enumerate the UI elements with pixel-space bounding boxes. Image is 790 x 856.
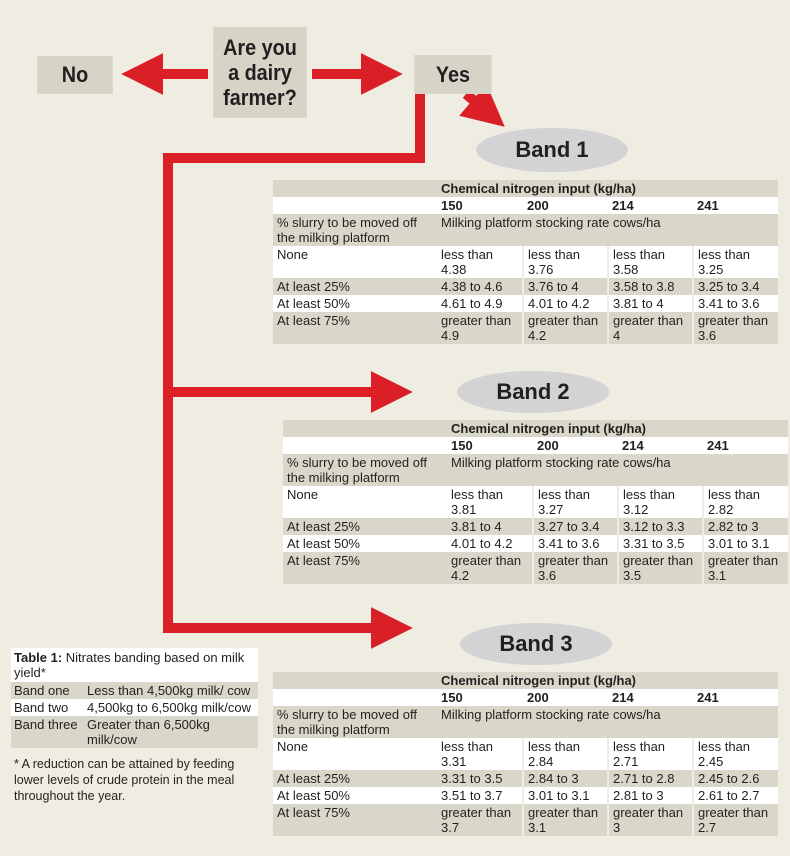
table-1-footnote: * A reduction can be attained by feeding lower levels of crude protein in the meal throughout the year.: [14, 757, 235, 803]
table-cell: 3.12 to 3.3: [618, 518, 703, 535]
table-1-band: Band two: [11, 699, 84, 716]
table-cell: greater than 3.6: [693, 312, 778, 344]
row-label: At least 50%: [273, 787, 437, 804]
table-row: [283, 552, 788, 584]
table-1-milk-yield: [11, 648, 258, 804]
band-columns-row: [273, 197, 778, 214]
table-row: [283, 535, 788, 552]
table-1-title-bold: Table 1:: [14, 650, 63, 665]
table-cell: greater than 2.7: [693, 804, 778, 836]
table-cell: 3.76 to 4: [523, 278, 608, 295]
table-cell: less than 3.25: [693, 246, 778, 278]
question-line-3: farmer?: [223, 85, 297, 110]
row-label: At least 75%: [273, 312, 437, 344]
question-line-2: a dairy: [228, 60, 292, 85]
band-subheader-row: [273, 214, 778, 246]
band-3-table: [273, 672, 778, 836]
band-header-row: [273, 180, 778, 197]
column-label-241: 241: [693, 197, 778, 214]
row-label: At least 25%: [273, 770, 437, 787]
row-label: None: [283, 486, 447, 518]
columns-spacer: [283, 437, 447, 454]
row-label: At least 50%: [273, 295, 437, 312]
table-cell: greater than 3.1: [703, 552, 788, 584]
column-label-200: 200: [523, 197, 608, 214]
table-row: [283, 486, 788, 518]
arrow-to-band-1: [466, 94, 492, 116]
band-subheader-row: [283, 454, 788, 486]
table-1-row: [11, 699, 258, 716]
slurry-label: % slurry to be moved off the milking platform: [283, 454, 447, 486]
table-cell: 3.31 to 3.5: [618, 535, 703, 552]
table-cell: 3.41 to 3.6: [693, 295, 778, 312]
table-cell: greater than 4.2: [447, 552, 533, 584]
table-cell: greater than 3.7: [437, 804, 523, 836]
column-label-241: 241: [703, 437, 788, 454]
band-subheader-row: [273, 706, 778, 738]
band-columns-row: [273, 689, 778, 706]
row-label: At least 25%: [273, 278, 437, 295]
column-heading: Chemical nitrogen input (kg/ha): [447, 420, 788, 437]
table-cell: greater than 4.9: [437, 312, 523, 344]
table-row: [273, 787, 778, 804]
band-columns-row: [283, 437, 788, 454]
table-cell: less than 2.84: [523, 738, 608, 770]
header-spacer: [273, 672, 437, 689]
row-label: None: [273, 246, 437, 278]
table-cell: less than 2.71: [608, 738, 693, 770]
table-cell: less than 4.38: [437, 246, 523, 278]
row-label: None: [273, 738, 437, 770]
table-cell: greater than 4.2: [523, 312, 608, 344]
columns-spacer: [273, 197, 437, 214]
table-1-row: [11, 682, 258, 699]
column-label-214: 214: [608, 197, 693, 214]
table-row: [273, 295, 778, 312]
table-cell: 3.31 to 3.5: [437, 770, 523, 787]
table-cell: 3.81 to 4: [608, 295, 693, 312]
band-3-title: Band 3: [460, 623, 612, 665]
column-label-150: 150: [437, 197, 523, 214]
table-cell: 3.25 to 3.4: [693, 278, 778, 295]
table-cell: 3.58 to 3.8: [608, 278, 693, 295]
table-1-title-rest: Nitrates banding based on milk yield*: [14, 650, 245, 680]
table-cell: 4.01 to 4.2: [523, 295, 608, 312]
table-cell: less than 2.82: [703, 486, 788, 518]
table-row: [273, 804, 778, 836]
band-2-title: Band 2: [457, 371, 609, 413]
table-cell: 2.61 to 2.7: [693, 787, 778, 804]
question-line-1: Are you: [223, 35, 297, 60]
table-cell: less than 2.45: [693, 738, 778, 770]
stocking-rate-label: Milking platform stocking rate cows/ha: [447, 454, 788, 486]
table-1-row: [11, 716, 258, 748]
table-row: [273, 278, 778, 295]
yes-box: Yes: [414, 55, 491, 94]
column-heading: Chemical nitrogen input (kg/ha): [437, 180, 778, 197]
table-cell: less than 3.31: [437, 738, 523, 770]
table-row: [273, 312, 778, 344]
column-label-200: 200: [533, 437, 618, 454]
table-row: [283, 518, 788, 535]
band-header-row: [273, 672, 778, 689]
band-1-table: [273, 180, 778, 344]
table-row: [273, 770, 778, 787]
table-cell: 4.61 to 4.9: [437, 295, 523, 312]
band-2-table: [283, 420, 788, 584]
table-1-yield: Less than 4,500kg milk/ cow: [84, 682, 258, 699]
no-box: No: [37, 56, 113, 94]
slurry-label: % slurry to be moved off the milking platform: [273, 214, 437, 246]
table-cell: 2.45 to 2.6: [693, 770, 778, 787]
table-1-yield: 4,500kg to 6,500kg milk/cow: [84, 699, 258, 716]
table-cell: less than 3.76: [523, 246, 608, 278]
table-cell: 2.84 to 3: [523, 770, 608, 787]
table-cell: 3.27 to 3.4: [533, 518, 618, 535]
table-1-band: Band one: [11, 682, 84, 699]
slurry-label: % slurry to be moved off the milking platform: [273, 706, 437, 738]
table-cell: 3.81 to 4: [447, 518, 533, 535]
table-cell: greater than 3.5: [618, 552, 703, 584]
row-label: At least 75%: [283, 552, 447, 584]
header-spacer: [273, 180, 437, 197]
table-cell: 3.51 to 3.7: [437, 787, 523, 804]
table-cell: less than 3.81: [447, 486, 533, 518]
column-label-241: 241: [693, 689, 778, 706]
table-cell: 4.38 to 4.6: [437, 278, 523, 295]
column-heading: Chemical nitrogen input (kg/ha): [437, 672, 778, 689]
band-header-row: [283, 420, 788, 437]
table-cell: greater than 4: [608, 312, 693, 344]
table-cell: less than 3.27: [533, 486, 618, 518]
row-label: At least 25%: [283, 518, 447, 535]
row-label: At least 75%: [273, 804, 437, 836]
stocking-rate-label: Milking platform stocking rate cows/ha: [437, 706, 778, 738]
question-box: [213, 27, 307, 118]
stocking-rate-label: Milking platform stocking rate cows/ha: [437, 214, 778, 246]
row-label: At least 50%: [283, 535, 447, 552]
table-1-yield: Greater than 6,500kg milk/cow: [84, 716, 258, 748]
table-cell: greater than 3: [608, 804, 693, 836]
table-1-band: Band three: [11, 716, 84, 748]
table-cell: greater than 3.1: [523, 804, 608, 836]
table-cell: 2.81 to 3: [608, 787, 693, 804]
table-cell: greater than 3.6: [533, 552, 618, 584]
table-cell: 3.01 to 3.1: [523, 787, 608, 804]
table-cell: 3.41 to 3.6: [533, 535, 618, 552]
table-cell: less than 3.58: [608, 246, 693, 278]
band-1-title: Band 1: [476, 128, 628, 172]
table-cell: 2.71 to 2.8: [608, 770, 693, 787]
column-label-214: 214: [608, 689, 693, 706]
column-label-214: 214: [618, 437, 703, 454]
table-row: [273, 246, 778, 278]
column-label-150: 150: [447, 437, 533, 454]
table-cell: 3.01 to 3.1: [703, 535, 788, 552]
column-label-150: 150: [437, 689, 523, 706]
table-row: [273, 738, 778, 770]
table-cell: less than 3.12: [618, 486, 703, 518]
column-label-200: 200: [523, 689, 608, 706]
table-1-title: [11, 648, 258, 682]
table-cell: 4.01 to 4.2: [447, 535, 533, 552]
columns-spacer: [273, 689, 437, 706]
header-spacer: [283, 420, 447, 437]
table-cell: 2.82 to 3: [703, 518, 788, 535]
